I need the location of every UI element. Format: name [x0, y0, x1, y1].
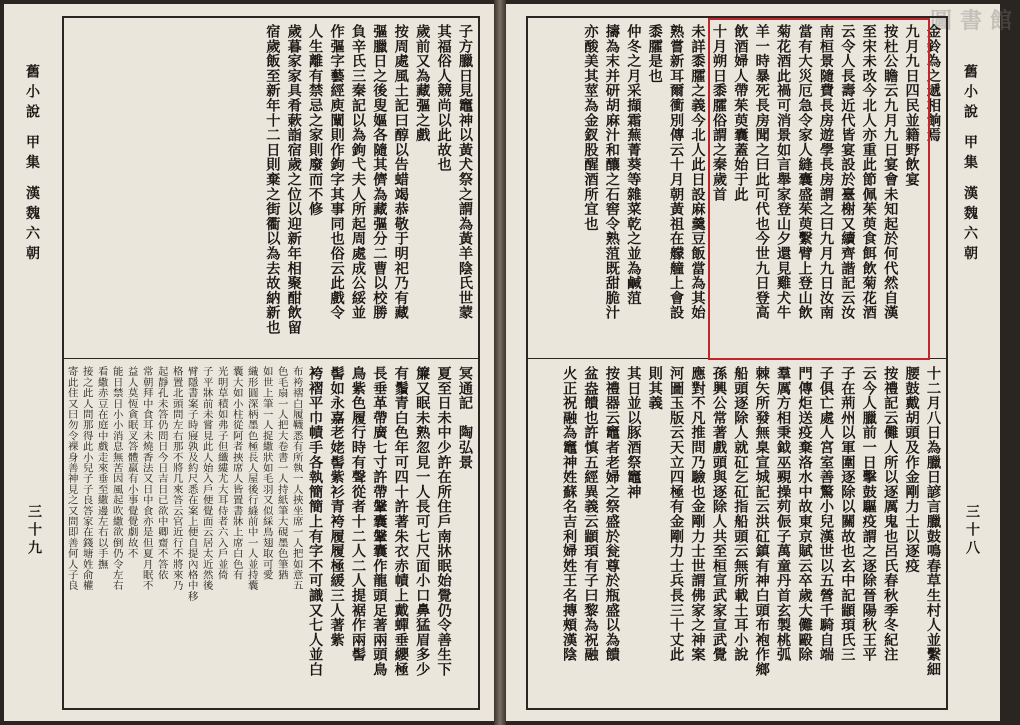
right-page-number: 三十八	[964, 504, 980, 558]
left-text-frame	[62, 16, 480, 710]
text-column: 南桓景隨費長房遊學長房謂之曰九月九日汝南	[817, 24, 834, 320]
text-column: 簾又眠未熟忽見一人長可七尺面小口鼻猛眉多少	[414, 366, 431, 677]
text-column: 應對不凡推問乃驗也金剛力士世謂佛家之神案	[689, 366, 706, 662]
text-column: 織形圓深柄墨色極長人屋後行縫前中一人並持囊	[245, 366, 258, 591]
text-column: 寄此住又曰勿令裸身善神見之又問即善何人子良	[65, 366, 78, 591]
left-margin-title: 舊小說 甲集 漢魏六朝	[24, 64, 40, 266]
book-gutter	[494, 0, 506, 725]
text-column: 菊花酒此禍可消景如言舉家登山夕還見雞犬牛	[775, 24, 792, 320]
left-divider	[64, 358, 478, 359]
right-bottom-block	[528, 366, 946, 702]
text-column: 夏至日未中少許在所住戶南牀眠始覺仍令善生下	[435, 366, 452, 677]
text-column: 其日並以豚酒祭竈神	[625, 366, 642, 500]
text-column: 按禮記云儺人所以逐厲鬼也呂氏春秋季冬紀注	[882, 366, 899, 662]
text-column: 能日禁日小小消息無苦因風起吹繖欲倒仍令左右	[110, 366, 123, 591]
text-column: 黍臛是也	[646, 24, 663, 84]
text-column: 船頭逐除人就矼乞矼指船頭云無所載土耳小說	[732, 366, 749, 662]
text-column: 益人莫恆貪眠叉答體羸有小事覺覺劇故不	[125, 366, 138, 559]
text-column: 子俱亡處人宮室善驚小兒漢世以五營千騎自端	[817, 366, 834, 662]
text-column: 門傳炬送疫棄洛水中故東京賦云卒歲大儺毆除	[796, 366, 813, 662]
text-column: 光明草積如弗子但纖縷尤大耳侍者六入戶並倚	[215, 366, 228, 580]
text-column: 如世上筆一人捉繖狀如毛羽又似綵鳥翅取可愛	[260, 366, 273, 580]
text-column: 子在荊州以軍圍逐除以關故也玄中記顓頊氏三	[839, 366, 856, 662]
text-column: 飲酒婦人帶茱萸囊蓋始于此	[732, 24, 749, 202]
text-column: 作彄字藝經庾闡則作鉤字其事同也俗云此戲令	[328, 24, 345, 320]
left-page	[4, 4, 494, 721]
text-column: 有鬚青白色年可四十許著朱衣赤幘上戴蟬垂纓極	[392, 366, 409, 677]
text-column: 臂隱書案子時寢孰及約尺悉在案上便自提內格中移	[185, 366, 198, 602]
text-column: 九月九日四民並籍野飲宴	[903, 24, 920, 187]
text-column: 囊大如小柱從阿者挾席人皆置書牀上席白色有	[230, 366, 243, 580]
text-column: 按周處風土記曰醇以告蜡竭恭敬于明祀乃有藏	[392, 24, 409, 320]
text-column: 看繖赤豆在庭中戲走來垂至繖邊左右以手撫	[95, 366, 108, 570]
right-top-block	[528, 24, 946, 354]
text-column: 仲冬之月采擷霜蕪菁葵等雜菜乾之並為鹹菹	[625, 24, 642, 306]
text-column: 子方臘日見竈神以黃犬祭之謂為黃羊陰氏世蒙	[457, 24, 473, 320]
text-column: 擣為末并研胡麻汁和釀之石窖令熟菹既甜脆汁	[603, 24, 620, 320]
left-top-block	[64, 24, 478, 354]
text-column: 孫興公常著戲頭與逐除人共至桓宣武家宣武覺	[710, 366, 727, 662]
left-bottom-block	[64, 366, 478, 702]
right-page	[506, 4, 1020, 721]
text-column: 亦酸美其莖為金釵股醒酒所宜也	[582, 24, 599, 232]
text-column: 冥通記 陶弘景	[457, 366, 473, 470]
text-column: 負辛氏三秦記以為鉤弋夫人所起周處成公綏並	[349, 24, 366, 320]
text-column: 十二月八日為臘日諺言臘鼓鳴春草生村人並繫細	[925, 366, 941, 677]
text-column: 鳥紫色履行時有聲從者十二人二人提裾作兩髻	[349, 366, 366, 662]
text-column: 歲暮家家具肴蔌詣宿歲之位以迎新年相聚酣飲留	[285, 24, 302, 335]
text-column: 格置北頭問左右那不將几來答云官近行不將來乃	[170, 366, 183, 591]
text-column: 色毛扇一人把大卷書一人持紙筆大硯墨色筆猶	[275, 366, 288, 580]
text-column: 則其義	[646, 366, 663, 411]
text-column: 起靜孔未答仍問日今日吉日已欲中卿齋不答依	[155, 366, 168, 580]
text-column: 按杜公瞻云九月九日宴會未知起於何代然自漢	[882, 24, 899, 320]
left-page-number: 三十九	[26, 504, 42, 558]
text-column: 彄臘日之後叟嫗各隨其儕為藏彄分二曹以校勝	[371, 24, 388, 320]
text-column: 當有大災厄急令家人縫囊盛茱萸繫臂上登山飲	[796, 24, 813, 320]
text-column: 羊一時暴死長房聞之曰此可代也今世九日登高	[753, 24, 770, 320]
text-column: 河圖玉版云天立四極有金剛力士兵長三十丈此	[668, 366, 685, 662]
text-column: 常朝拜中食耳未燒香法又日中食亦是但夏月眠不	[140, 366, 153, 591]
right-divider	[528, 358, 946, 359]
text-column: 其福俗人競尚以此故也	[435, 24, 452, 172]
text-column: 至宋未改今北人亦重此節佩茱萸食餌飲菊花酒	[860, 24, 877, 320]
text-column: 按禮器云竈者老婦之祭盛於瓮尊於瓶盛以為饋	[603, 366, 620, 662]
text-column: 棘矢所發無臬宣城記云洪矼鎮有神白頭布袍作鄉	[753, 366, 770, 677]
text-column: 袴褶平巾幘手各執簡簡上有字不可識又七人並白	[307, 366, 324, 677]
text-column: 云令人長壽近代皆宴設於臺榭又續齊諧記云汝	[839, 24, 856, 320]
text-column: 布袴褶白履韈悉有所執一人挾坐席一人把如意五	[290, 366, 303, 591]
text-column: 羣厲方相秉鉞巫覡操茢侲子萬童丹首玄製桃弧	[775, 366, 792, 662]
text-column: 未詳黍臛之義今北人此日設麻羹豆飯當為其始	[689, 24, 706, 320]
right-margin-title: 舊小說 甲集 漢魏六朝	[962, 64, 978, 266]
text-column: 髻如永嘉老姥髻紫衫青袴履履極緩三人著紫	[328, 366, 345, 648]
text-column: 長垂革帶廣七寸許帶鞶囊鞶囊作龍頭足著兩頭鳥	[371, 366, 388, 677]
text-column: 云今人臘前一日擊鼓驅疫謂之逐除晉陽秋王平	[860, 366, 877, 662]
text-column: 子平牀前未嘗見此人始入戶便覺面云居太近然後	[200, 366, 213, 591]
text-column: 歲前又為藏彄之戲	[414, 24, 431, 143]
text-column: 腰鼓戴胡頭及作金剛力士以逐疫	[903, 366, 920, 574]
right-text-frame	[526, 16, 948, 710]
text-column: 接之此人問那得此小兒子子良答家在錢塘姓俞權	[80, 366, 93, 591]
text-column: 熟嘗新耳爾衝別傳云十月朝黃祖在艨艟上會設	[668, 24, 685, 320]
text-column: 人生離有禁忌之家則廢而不修	[307, 24, 324, 217]
library-seal-watermark: 圖書館	[930, 8, 1020, 34]
text-column: 金鈴為之遞相餉焉	[925, 24, 941, 143]
text-column: 盆盎饋也許慎五經異義云顓頊有子曰黎為祝融	[582, 366, 599, 662]
text-column: 十月朔日黍臛俗謂之秦歲首	[710, 24, 727, 202]
text-column: 火正祝融為竈神姓蘇名吉利婦姓王名摶頰漢陰	[561, 366, 578, 662]
text-column: 宿歲飯至新年十二日則棄之街衢以為去故納新也	[264, 24, 281, 335]
